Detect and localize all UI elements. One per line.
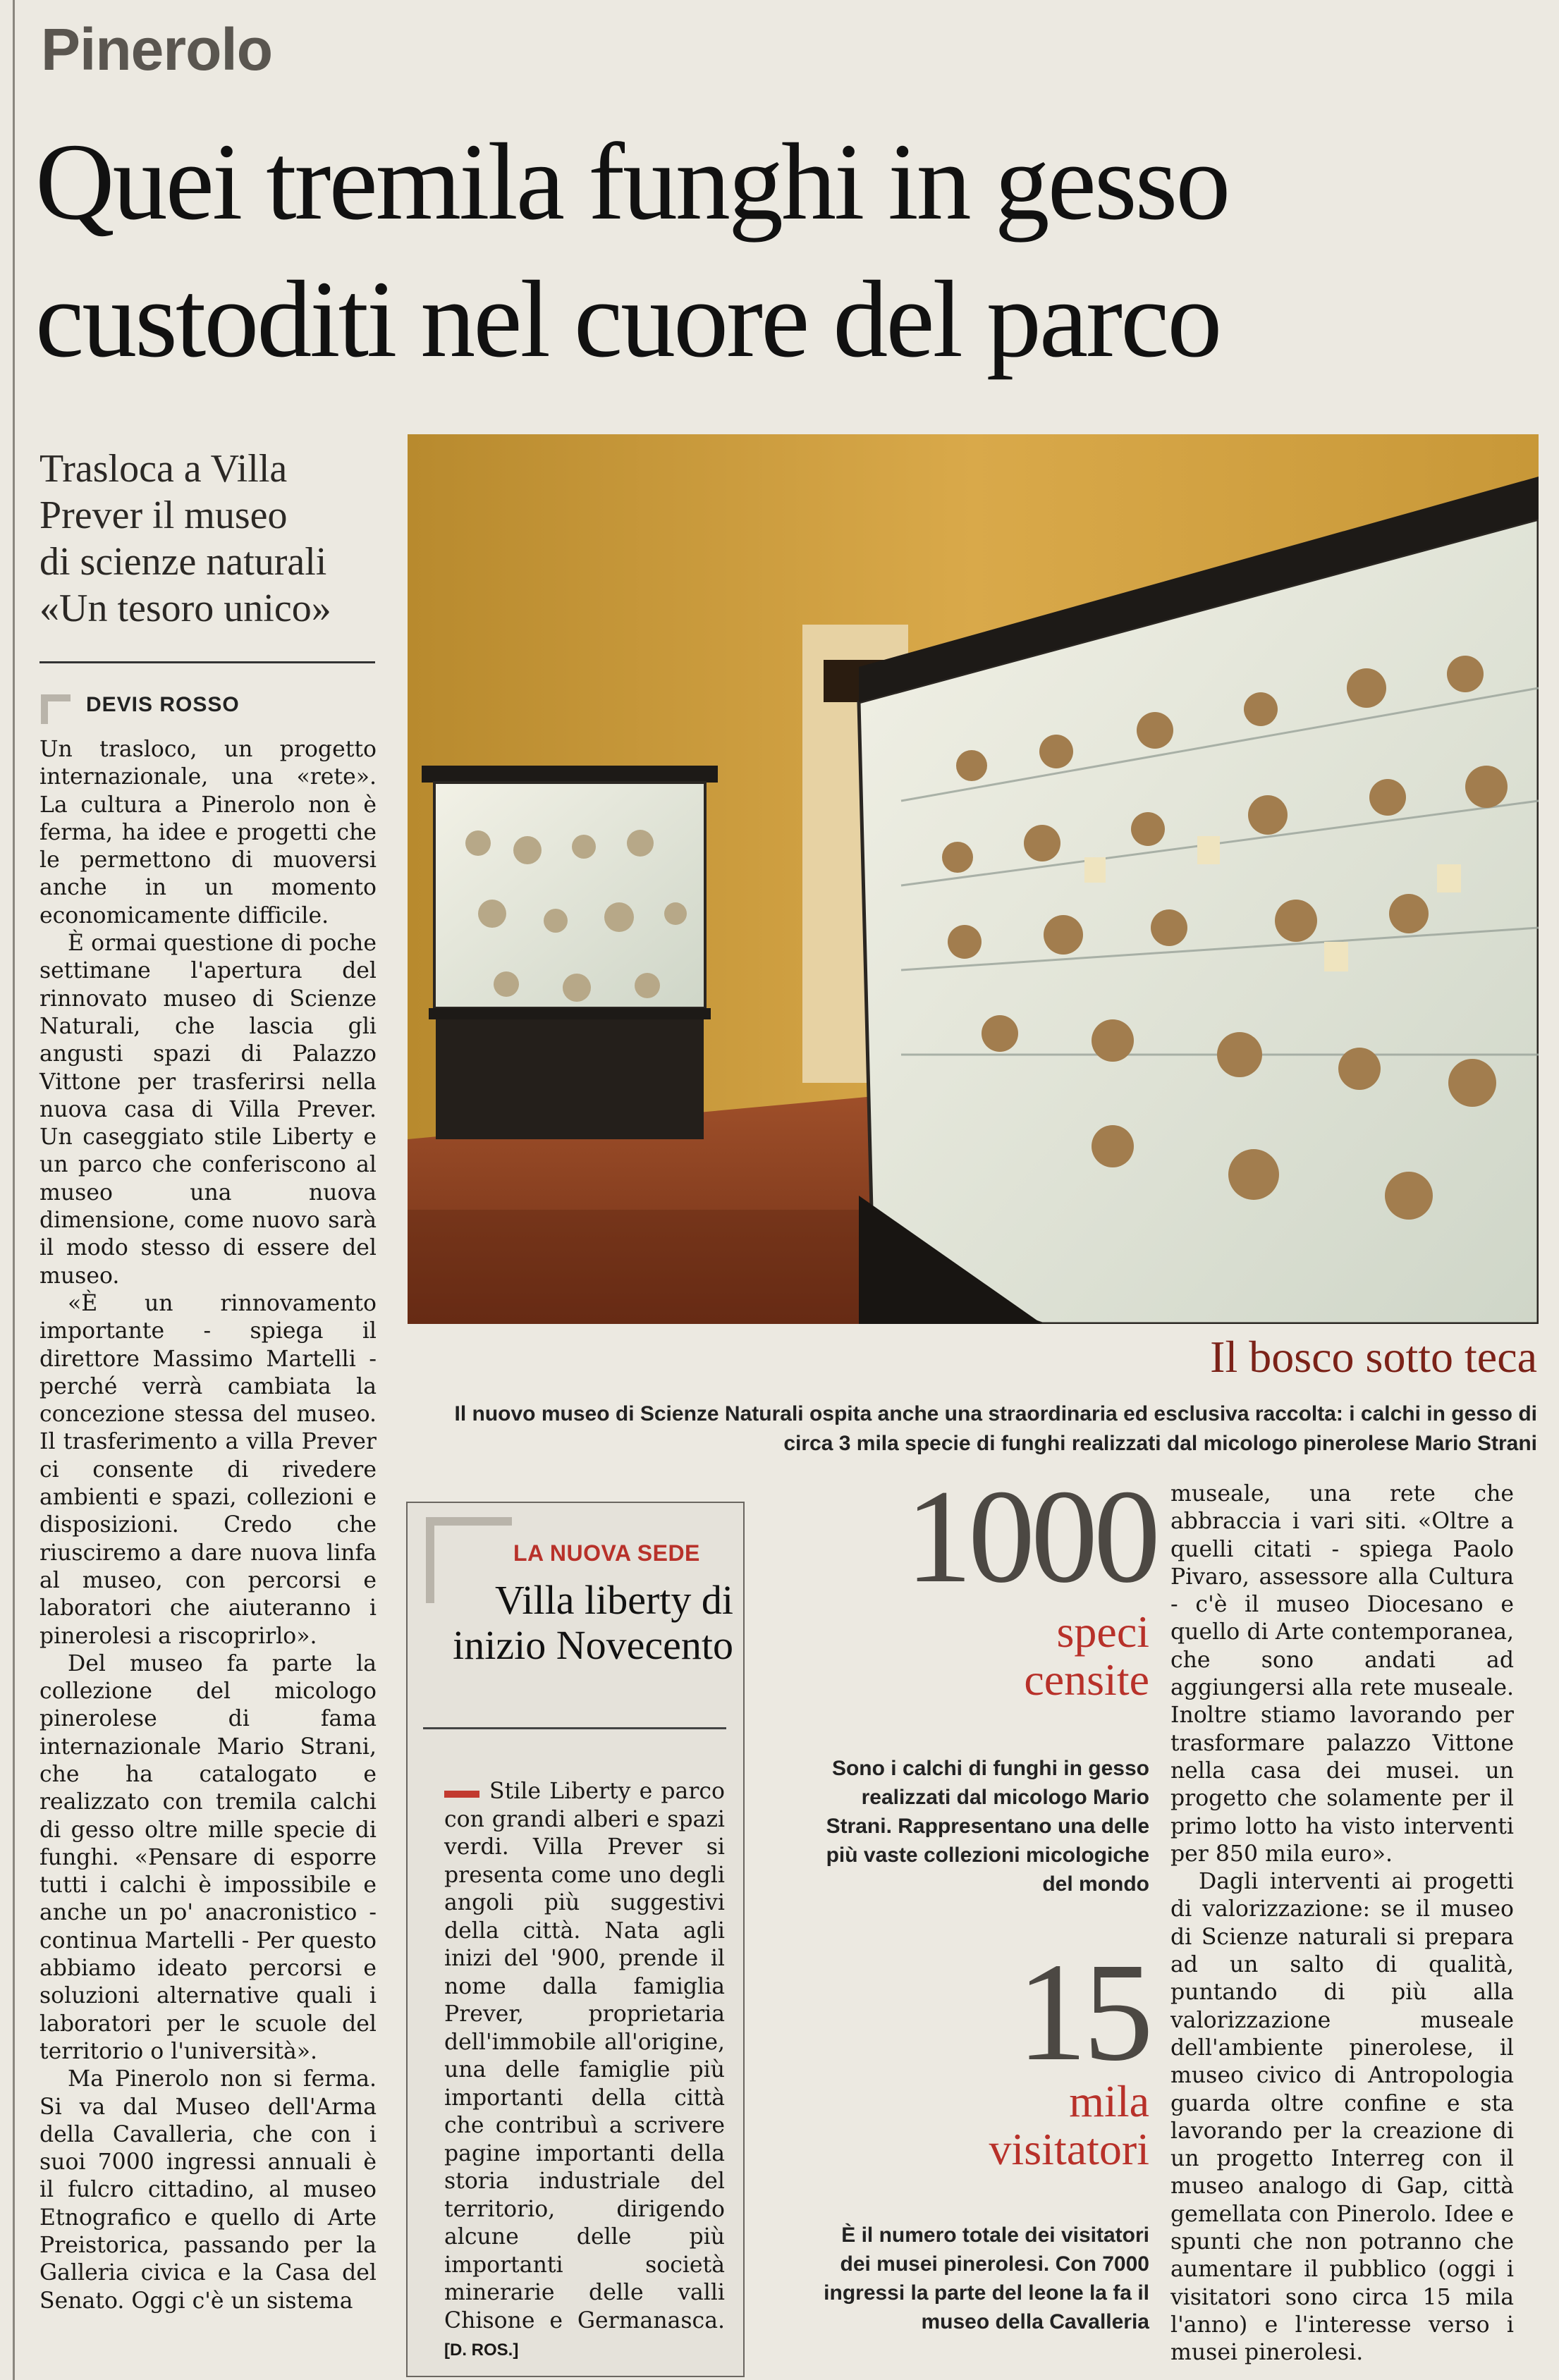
paragraph: museale, una rete che abbraccia i vari siti. «Oltre a quelli citati - spiega Paolo Pivaro, assessore alla Cultura - c'è il museo Diocesano e quello di Arte contemporanea, che sono andati ad aggiungersi alla rete museale. Inoltre stiamo lavorando per trasformare palazzo Vittone nella casa dei musei. un progetto che solamente per il primo lotto ha visto interventi per 850 mila euro».	[1170, 1481, 1514, 1867]
museum-photo	[408, 434, 1539, 1324]
article-column-5	[1170, 1480, 1514, 2367]
stat-number: 15	[1017, 1934, 1149, 2090]
museum-room-image	[408, 434, 1539, 1324]
show-through-text	[451, 0, 471, 75]
deck-line: Trasloca a Villa	[39, 447, 288, 491]
paragraph: Ma Pinerolo non si ferma. Si va dal Museo dell'Arma della Cavalleria, che con i suoi 7000 ingressi annuali è il fulcro cittadino, al museo Etnografico e quello di Arte Preistorica, passando per la Galleria civica e la Casa del Senato. Oggi c'è un sistema	[39, 2066, 377, 2314]
deck-subtitle	[39, 446, 378, 632]
stat-label: censite	[1024, 1655, 1149, 1705]
sidebar-title: Villa liberty di inizio Novecento	[453, 1577, 733, 1668]
sidebar-body: Stile Liberty e parco con grandi alberi e spazi verdi. Villa Prever si presenta come uno degli angoli più suggestivi della città. Nata agli inizi del '900, prende il nome dalla famiglia Prever, proprietaria dell'immobile all'origine, una delle famiglie più importanti della città che contribuì a scrivere pagine importanti della storia industriale del territorio, dirigendo alcune delle più importanti società minerarie delle valli Chisone e Germanasca.	[444, 1779, 725, 2333]
stat-number: 1000	[905, 1463, 1156, 1611]
byline: DEVIS ROSSO	[86, 693, 240, 716]
paragraph: Del museo fa parte la collezione del micologo pinerolese di fama internazionale Mario Strani, che ha catalogato e realizzato con tremila calchi di gesso oltre mille specie di funghi. «Pensare di esporre tutti i calchi è impossibile e anche un po' anacronistico - continua Martelli - Per questo abbiamo ideato percorsi e soluzioni alternative quali i laboratori per le scuole del territorio o l'università».	[39, 1650, 377, 2064]
photo-caption-text: Il nuovo museo di Scienze Naturali ospita anche una straordinaria ed esclusiva raccolta: i calchi in gesso di circa 3 mila specie di funghi realizzati dal micologo pinerolese Mario Strani	[454, 1402, 1537, 1455]
article-column-1	[39, 736, 377, 2315]
paragraph: Un trasloco, un progetto internazionale, una «rete». La cultura a Pinerolo non è ferma, ha idee e progetti che le permettono di muoversi anche in un momento economicamente difficile.	[39, 737, 377, 928]
stat-label: mila	[1069, 2076, 1149, 2126]
paragraph: Dagli interventi ai progetti di valorizzazione: se il museo di Scienze naturali si prepara ad un salto di qualità, puntando di più alla valorizzazione museale dell'ambiente pinerolese, il museo civico di Antropologia guarda oltre confine e sta lavorando per la creazione di un progetto Interreg con il museo analogo di Gap, città gemellata con Pinerolo. Idee e spunti che non potranno che aumentare il pubblico (oggi i visitatori sono circa 15 mila l'anno) e l'interesse verso i musei pinerolesi.	[1170, 1869, 1514, 2366]
photo-caption-title: Il bosco sotto teca	[1210, 1332, 1537, 1382]
section-label: Pinerolo	[41, 16, 273, 82]
byline-corner-mark	[41, 694, 71, 724]
headline-line-1: Quei tremila funghi in gesso	[35, 121, 1229, 243]
paragraph: È ormai questione di poche settimane l'apertura del rinnovato museo di Scienze Naturali, che lascia gli angusti spazi di Palazzo Vittone per trasferirsi nella nuova casa di Villa Prever. Un caseggiato stile Liberty e un parco che conferiscono al museo una nuova dimensione, come nuovo sarà il modo stesso di essere del museo.	[39, 931, 377, 1289]
paragraph: «È un rinnovamento importante - spiega il direttore Massimo Martelli - perché verrà cambiata la concezione stessa del museo. Il trasferimento a villa Prever ci consente di rivedere ambienti e spazi, collezioni e disposizioni. Credo che riusciremo a dare nuova linfa al museo, con percorsi e laboratori che aiuteranno i pinerolesi a riscoprirlo».	[39, 1290, 377, 1649]
stat-label: visitatori	[989, 2124, 1149, 2174]
sidebar-kicker: LA NUOVA SEDE	[513, 1540, 700, 1566]
deck-line: di scienze naturali	[39, 540, 327, 584]
sidebar-signature: [D. ROS.]	[444, 2341, 519, 2360]
stat-description: Sono i calchi di funghi in gesso realizzati dal micologo Mario Strani. Rappresentano una delle più vaste collezioni micologiche del mondo	[826, 1757, 1149, 1896]
column-rule	[13, 0, 15, 2380]
deck-line: «Un tesoro unico»	[39, 587, 331, 630]
deck-divider	[39, 661, 375, 663]
sidebar-divider	[423, 1727, 726, 1729]
headline-line-2: custoditi nel cuore del parco	[35, 258, 1221, 380]
sidebar-text	[444, 1778, 725, 2364]
stat-description: È il numero totale dei visitatori dei musei pinerolesi. Con 7000 ingressi la parte del leone la fa il museo della Cavalleria	[824, 2223, 1149, 2333]
stat-label: speci	[1056, 1607, 1149, 1657]
deck-line: Prever il museo	[39, 493, 288, 537]
